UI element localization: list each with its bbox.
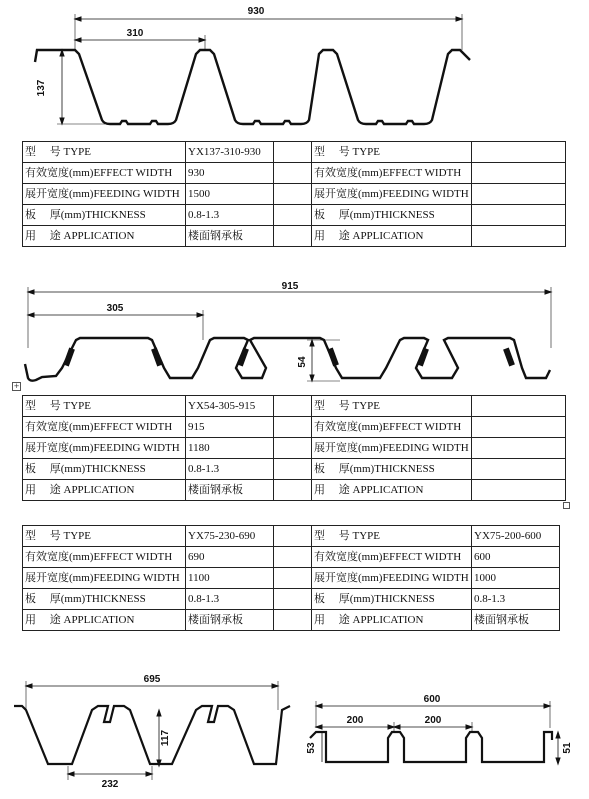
- table-row: [23, 547, 560, 568]
- row-value-2: [472, 184, 566, 205]
- row-label-2: 展开宽度(mm)FEEDING WIDTH: [312, 438, 472, 459]
- table-row: [23, 417, 566, 438]
- table-row: [23, 459, 566, 480]
- row-value: 0.8-1.3: [186, 589, 274, 610]
- row-label-2: 型 号 TYPE: [312, 526, 472, 547]
- spacer-cell: [274, 459, 312, 480]
- row-value: 1180: [186, 438, 274, 459]
- row-label: 型 号 TYPE: [23, 526, 186, 547]
- row-value-2: 600: [472, 547, 560, 568]
- row-value-2: [472, 459, 566, 480]
- dim-total-width: 915: [281, 281, 299, 292]
- spacer-cell: [274, 226, 312, 247]
- table-row: [23, 610, 560, 631]
- table-row: [23, 184, 566, 205]
- row-label: 有效宽度(mm)EFFECT WIDTH: [23, 547, 186, 568]
- row-label-2: 板 厚(mm)THICKNESS: [312, 459, 472, 480]
- row-label: 展开宽度(mm)FEEDING WIDTH: [23, 568, 186, 589]
- row-label-2: 用 途 APPLICATION: [312, 226, 472, 247]
- spacer-cell: [274, 163, 312, 184]
- spacer-cell: [274, 480, 312, 501]
- table-row: [23, 163, 566, 184]
- row-value-2: 0.8-1.3: [472, 589, 560, 610]
- row-value: 690: [186, 547, 274, 568]
- row-label: 用 途 APPLICATION: [23, 480, 186, 501]
- table-row: [23, 526, 560, 547]
- row-label-2: 板 厚(mm)THICKNESS: [312, 205, 472, 226]
- row-label: 板 厚(mm)THICKNESS: [23, 459, 186, 480]
- row-label-2: 型 号 TYPE: [312, 396, 472, 417]
- row-label: 用 途 APPLICATION: [23, 226, 186, 247]
- row-value: 楼面钢承板: [186, 226, 274, 247]
- row-value-2: [472, 480, 566, 501]
- row-label: 板 厚(mm)THICKNESS: [23, 205, 186, 226]
- profile-drawing-yx75-200: [300, 690, 589, 799]
- table-row: [23, 396, 566, 417]
- row-label-2: 型 号 TYPE: [312, 142, 472, 163]
- dim-pitch: 305: [106, 303, 124, 314]
- row-value-2: [472, 396, 566, 417]
- dim-pitch-a: 200: [346, 715, 364, 726]
- row-label-2: 用 途 APPLICATION: [312, 480, 472, 501]
- table-row: [23, 480, 566, 501]
- row-label: 型 号 TYPE: [23, 396, 186, 417]
- spacer-cell: [274, 184, 312, 205]
- dim-pitch-b: 200: [424, 715, 442, 726]
- table-resize-handle-icon[interactable]: [563, 502, 570, 509]
- table-row: [23, 142, 566, 163]
- row-value: YX137-310-930: [186, 142, 274, 163]
- spacer-cell: [274, 610, 312, 631]
- row-value-2: [472, 142, 566, 163]
- row-label: 展开宽度(mm)FEEDING WIDTH: [23, 184, 186, 205]
- row-label-2: 板 厚(mm)THICKNESS: [312, 589, 472, 610]
- row-value: YX54-305-915: [186, 396, 274, 417]
- table-row: [23, 568, 560, 589]
- spacer-cell: [274, 568, 312, 589]
- row-value-2: [472, 417, 566, 438]
- row-label: 有效宽度(mm)EFFECT WIDTH: [23, 417, 186, 438]
- dim-height: 54: [297, 356, 308, 368]
- row-value-2: [472, 205, 566, 226]
- spacer-cell: [274, 526, 312, 547]
- dim-total-width: 600: [423, 694, 441, 705]
- row-label-2: 用 途 APPLICATION: [312, 610, 472, 631]
- table-row: [23, 226, 566, 247]
- row-label: 用 途 APPLICATION: [23, 610, 186, 631]
- dim-height-a: 53: [306, 742, 317, 754]
- row-value-2: 1000: [472, 568, 560, 589]
- spec-table-3: [22, 525, 560, 631]
- spec-table-2: [22, 395, 566, 501]
- row-value-2: [472, 226, 566, 247]
- spacer-cell: [274, 396, 312, 417]
- row-label-2: 有效宽度(mm)EFFECT WIDTH: [312, 163, 472, 184]
- row-value: 楼面钢承板: [186, 610, 274, 631]
- row-label: 板 厚(mm)THICKNESS: [23, 589, 186, 610]
- row-value: YX75-230-690: [186, 526, 274, 547]
- spacer-cell: [274, 547, 312, 568]
- row-value: 915: [186, 417, 274, 438]
- row-label: 展开宽度(mm)FEEDING WIDTH: [23, 438, 186, 459]
- profile-drawing-yx54: [0, 278, 589, 390]
- row-value: 1500: [186, 184, 274, 205]
- spacer-cell: [274, 589, 312, 610]
- dim-height: 137: [36, 79, 47, 97]
- spacer-cell: [274, 438, 312, 459]
- row-label: 型 号 TYPE: [23, 142, 186, 163]
- spacer-cell: [274, 417, 312, 438]
- dim-height: 117: [160, 729, 171, 747]
- row-value: 0.8-1.3: [186, 205, 274, 226]
- table-row: [23, 438, 566, 459]
- row-value-2: [472, 163, 566, 184]
- table-move-handle-icon[interactable]: +: [13, 382, 20, 390]
- table-row: [23, 589, 560, 610]
- dim-total-width: 695: [143, 674, 161, 685]
- row-label-2: 有效宽度(mm)EFFECT WIDTH: [312, 417, 472, 438]
- row-value-2: 楼面钢承板: [472, 610, 560, 631]
- row-value: 930: [186, 163, 274, 184]
- row-label-2: 有效宽度(mm)EFFECT WIDTH: [312, 547, 472, 568]
- spacer-cell: [274, 142, 312, 163]
- row-label: 有效宽度(mm)EFFECT WIDTH: [23, 163, 186, 184]
- profile-drawing-yx137: [0, 0, 589, 140]
- spacer-cell: [274, 205, 312, 226]
- table-row: [23, 205, 566, 226]
- row-value: 楼面钢承板: [186, 480, 274, 501]
- row-value: 1100: [186, 568, 274, 589]
- dim-height-b: 51: [562, 742, 573, 754]
- spec-table-1: [22, 141, 566, 247]
- row-value-2: [472, 438, 566, 459]
- dim-pitch: 232: [101, 779, 119, 790]
- dim-pitch: 310: [126, 28, 144, 39]
- row-label-2: 展开宽度(mm)FEEDING WIDTH: [312, 184, 472, 205]
- row-label-2: 展开宽度(mm)FEEDING WIDTH: [312, 568, 472, 589]
- row-value: 0.8-1.3: [186, 459, 274, 480]
- profile-drawing-yx75-230: [0, 670, 300, 799]
- row-value-2: YX75-200-600: [472, 526, 560, 547]
- dim-total-width: 930: [247, 6, 265, 17]
